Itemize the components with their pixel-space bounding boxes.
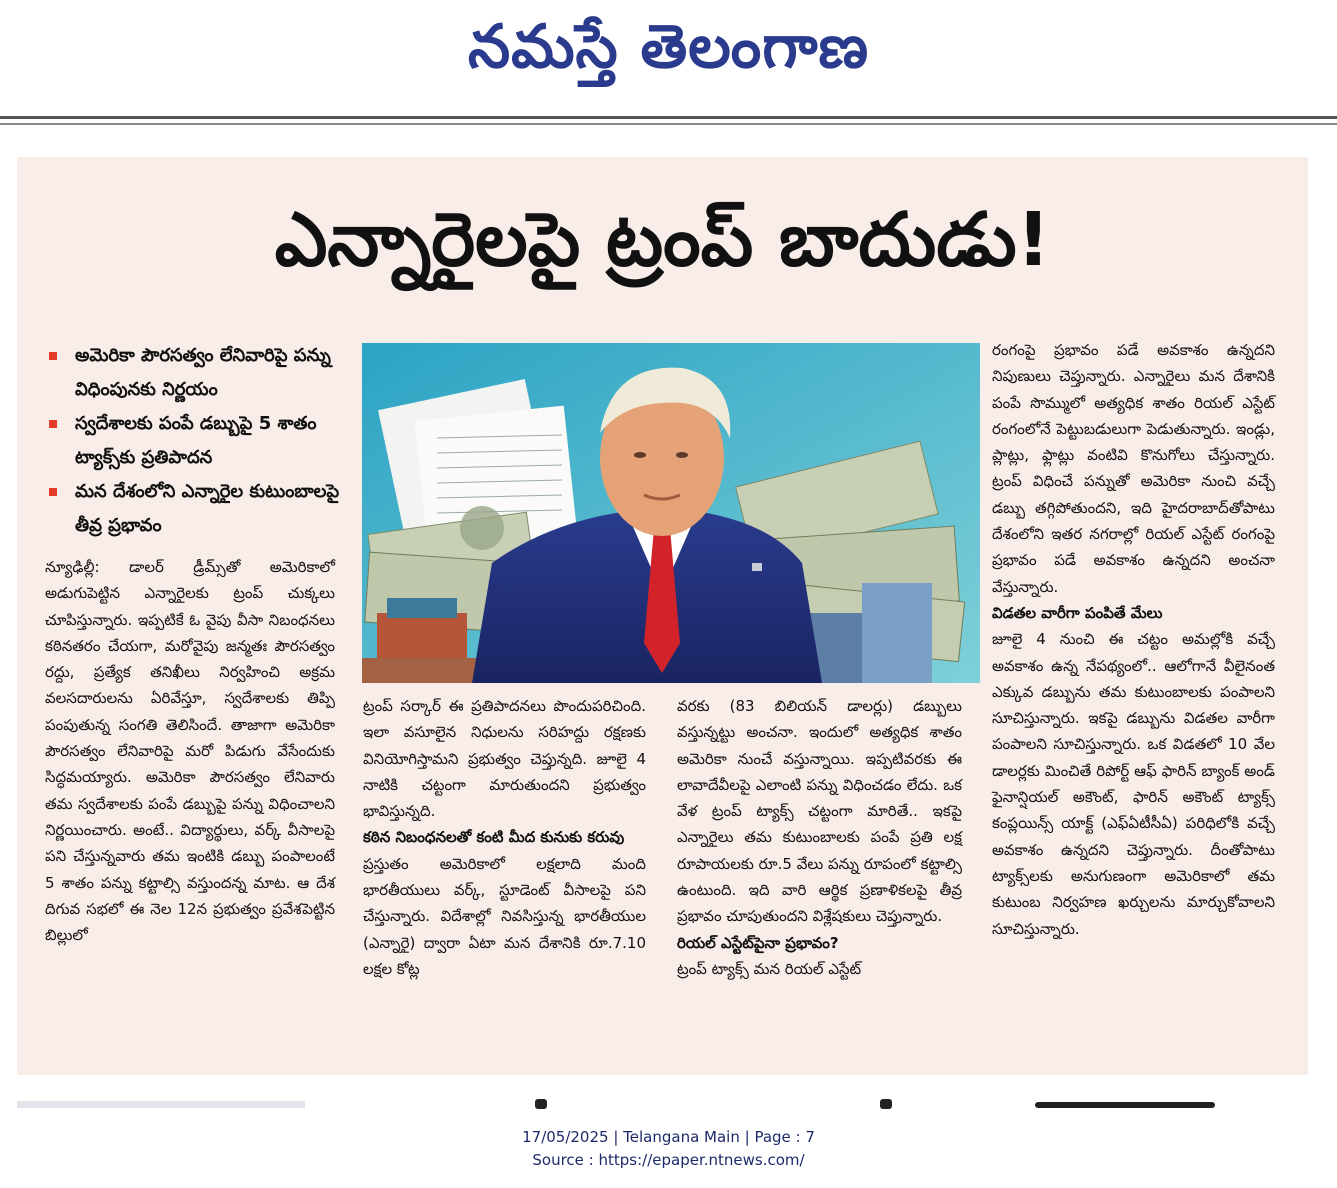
bullet-square-icon [49, 420, 57, 428]
column-2-text-2: ప్రస్తుతం అమెరికాలో లక్షలాది మంది భారతీయులు వర్క్, స్టూడెంట్ వీసాలపై పని చేస్తున్నారు. విదేశాల్లో నివసిస్తున్న భారతీయుల (ఎన్నారై) ద్వారా ఏటా మన దేశానికి రూ.7.10 లక్షల కోట్ల [363, 854, 646, 978]
highlight-bullets [45, 339, 350, 543]
article-column-2 [363, 693, 646, 982]
column-2-text: ట్రంప్ సర్కార్ ఈ ప్రతిపాదనలు పొందుపరిచింది. ఇలా వసూలైన నిధులను సరిహద్దు రక్షణకు వినియోగిస్తామని ప్రభుత్వం చెప్తున్నది. జూలై 4 నాటికి చట్టంగా మారుతుందని ప్రభుత్వం భావిస్తున్నది. [363, 697, 646, 821]
article-headline: ఎన్నారైలపై ట్రంప్ బాదుడు! [274, 197, 1051, 283]
masthead-logo: నమస్తే తెలంగాణ [467, 12, 870, 82]
column-4-subhead: విడతల వారీగా పంపితే మేలు [992, 603, 1163, 622]
column-3-text: వరకు (83 బిలియన్ డాలర్లు) డబ్బులు వస్తున్నట్టు అంచనా. ఇందులో అత్యధిక శాతం అమెరికా నుంచే వస్తున్నాయి. ఇప్పటివరకు ఈ లావాదేవీలపై ఎలాంటి పన్ను విధించడం లేదు. ఒక వేళ ట్రంప్ ట్యాక్స్ చట్టంగా మారితే.. ఇకపై ఎన్నారైలు తమ కుటుంబాలకు పంపే ప్రతి లక్ష రూపాయలకు రూ.5 వేలు పన్ను రూపంలో కట్టాల్సి ఉంటుంది. ఇది వారి ఆర్థిక ప్రణాళికలపై తీవ్ర ప్రభావం చూపుతుందని విశ్లేషకులు చెప్తున్నారు. [677, 697, 962, 926]
column-3-subhead: రియల్ ఎస్టేట్‌పైనా ప్రభావం? [677, 933, 839, 952]
next-headline-fragment [1035, 1102, 1215, 1108]
next-article-bar [17, 1101, 305, 1108]
bullet-square-icon [49, 488, 57, 496]
header-rule [0, 116, 1337, 119]
next-headline-fragment [880, 1099, 892, 1109]
article-column-1 [45, 554, 335, 948]
trump-photo [362, 343, 980, 683]
column-3-text-2: ట్రంప్ ట్యాక్స్ మన రియల్ ఎస్టేట్ [677, 959, 862, 978]
header-rule-thin [0, 123, 1337, 125]
article-panel [17, 157, 1308, 1075]
bullet-item: స్వదేశాలకు పంపే డబ్బుపై 5 శాతం ట్యాక్స్‌కు ప్రతిపాదన [45, 407, 350, 475]
column-2-subhead: కఠిన నిబంధనలతో కంటి మీద కునుకు కరువు [363, 828, 625, 847]
next-headline-fragment [535, 1099, 547, 1109]
article-column-3 [677, 693, 962, 982]
footer-date-line: 17/05/2025 | Telangana Main | Page : 7 [522, 1128, 815, 1146]
column-4-text: రంగంపై ప్రభావం పడే అవకాశం ఉన్నదని నిపుణులు చెప్తున్నారు. ఎన్నారైలు మన దేశానికి పంపే సొమ్ములో అత్యధిక శాతం రియల్ ఎస్టేట్ రంగంలోనే పెట్టుబడులుగా పెడుతున్నారు. ఇండ్లు, ప్లాట్లు, ఫ్లాట్లు వంటివి కొనుగోలు చేస్తున్నారు. ట్రంప్ విధించే పన్నుతో అమెరికా నుంచి వచ్చే డబ్బు తగ్గిపోతుందని, ఇది హైదరాబాద్‌తోపాటు దేశంలోని ఇతర నగరాల్లో రియల్ ఎస్టేట్ రంగంపై ప్రభావం పడే అవకాశం ఉన్నదని అంచనా వేస్తున్నారు. [992, 341, 1275, 596]
footer-source-line: Source : https://epaper.ntnews.com/ [532, 1151, 805, 1169]
bullet-item: మన దేశంలోని ఎన్నారైల కుటుంబాలపై తీవ్ర ప్రభావం [45, 475, 350, 543]
bullet-square-icon [49, 352, 57, 360]
column-1-text: న్యూఢిల్లీ: డాలర్ డ్రీమ్స్‌తో అమెరికాలో అడుగుపెట్టిన ఎన్నారైలకు ట్రంప్ చుక్కలు చూపిస్తున్నారు. ఇప్పటికే ఓ వైపు వీసా నిబంధనలు కఠినతరం చేయగా, మరోవైపు జన్మతః పౌరసత్వం రద్దు, ప్రత్యేక తనిఖీలు నిర్వహించి అక్రమ వలసదారులను ఏరివేస్తూ, స్వదేశాలకు తిప్పి పంపుతున్న సంగతి తెలిసిందే. తాజాగా అమెరికా పౌరసత్వం లేనివారిపై మరో పిడుగు వేసేందుకు సిద్ధమయ్యారు. అమెరికా పౌరసత్వం లేనివారు తమ స్వదేశాలకు పంపే డబ్బుపై పన్ను విధించాలని నిర్ణయించారు. అంటే.. విద్యార్థులు, వర్క్ వీసాలపై పని చేస్తున్నవారు తమ ఇంటికి డబ్బు పంపాలంటే 5 శాతం పన్ను కట్టాల్సి వస్తుందన్న మాట. ఆ దేశ దిగువ సభలో ఈ నెల 12న ప్రభుత్వం ప్రవేశపెట్టిన బిల్లులో [45, 558, 335, 945]
masthead [0, 0, 1337, 112]
photo-illustration [362, 343, 980, 683]
column-4-text-2: జూలై 4 నుంచి ఈ చట్టం అమల్లోకి వచ్చే అవకాశం ఉన్న నేపథ్యంలో.. ఆలోగానే వీలైనంత ఎక్కువ డబ్బును తమ కుటుంబాలకు పంపాలని సూచిస్తున్నారు. ఇకపై డబ్బును విడతల వారీగా పంపాలని సూచిస్తున్నారు. ఒక విడతలో 10 వేల డాలర్లకు మించితే రిపోర్ట్ ఆఫ్ ఫారిన్ బ్యాంక్ అండ్ ఫైనాన్షియల్ అకౌంట్, ఫారిన్ అకౌంట్ ట్యాక్స్ కంప్లయిన్స్ యాక్ట్ (ఎఫ్ఏటీసీఏ) పరిధిలోకి వచ్చే అవకాశం ఉన్నదని చెప్తున్నారు. దీంతోపాటు ట్యాక్స్‌లకు అనుగుణంగా అమెరికాలో తమ కుటుంబ నిర్వహణ ఖర్చులను మార్చుకోవాలని సూచిస్తున్నారు. [992, 630, 1275, 938]
bullet-item: అమెరికా పౌరసత్వం లేనివారిపై పన్ను విధింపునకు నిర్ణయం [45, 339, 350, 407]
article-column-4 [992, 337, 1275, 942]
